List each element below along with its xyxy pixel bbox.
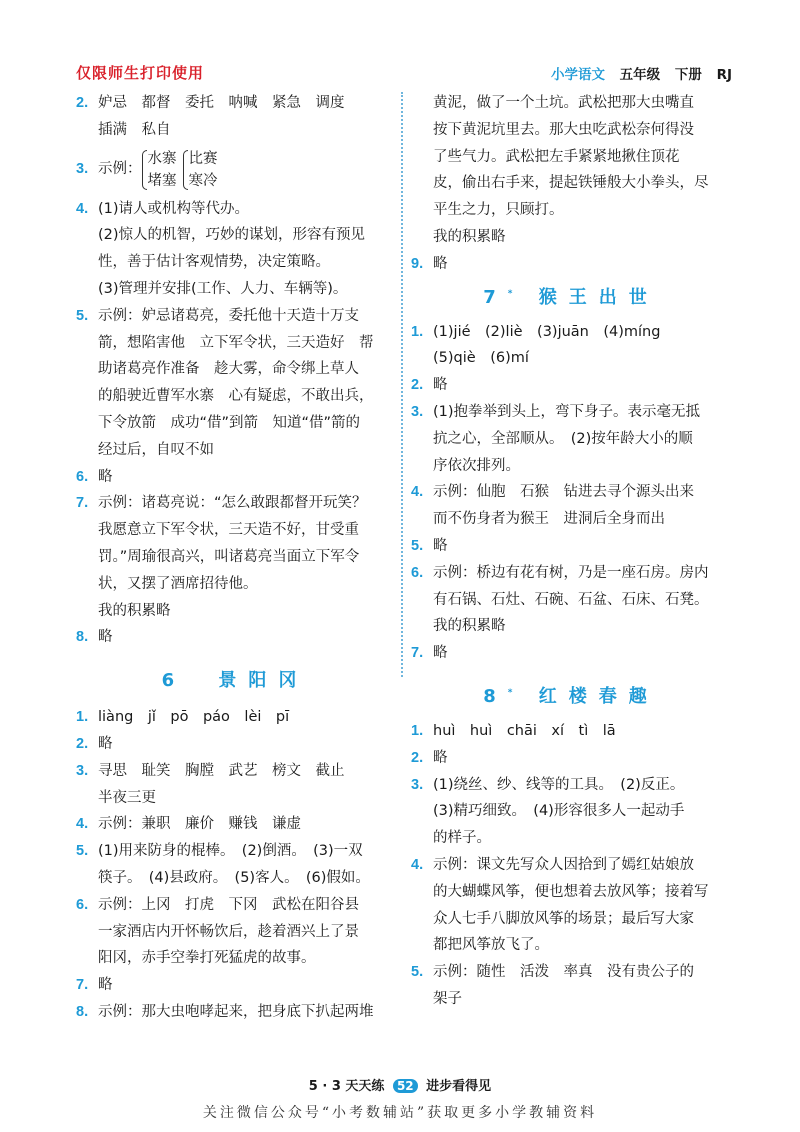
- answer-line: (3)管理并安排(工作、人力、车辆等)。: [98, 280, 348, 297]
- left-column: [76, 90, 394, 1026]
- answer-item: [411, 718, 731, 745]
- answer-line: 筷子。 (4)县政府。 (5)客人。 (6)假如。: [98, 869, 370, 886]
- answer-line: (2)惊人的机智，巧妙的谋划，形容有预见: [98, 227, 366, 244]
- question-number: 7.: [76, 977, 89, 994]
- question-number: 5.: [411, 964, 424, 981]
- word: 比赛: [188, 150, 218, 167]
- question-number: 1.: [76, 709, 89, 726]
- answer-line: 一家酒店内开怀畅饮后，趁着酒兴上了景: [98, 923, 359, 940]
- word: 堵塞: [147, 172, 177, 189]
- answer-line: 我愿意立下军令状，三天造不好，甘受重: [98, 522, 359, 539]
- word-stack: [148, 148, 177, 192]
- example-prefix: 示例：: [98, 161, 142, 178]
- question-number: 4.: [411, 856, 424, 873]
- term-label: 下册: [674, 67, 702, 83]
- answer-item: [411, 319, 731, 346]
- answer-line: 半夜三更: [98, 789, 156, 806]
- answer-line: 插满 私自: [98, 121, 171, 138]
- answer-item: [76, 704, 394, 731]
- question-number: 5.: [411, 537, 424, 554]
- answer-line: 序依次排列。: [433, 457, 520, 474]
- question-number: 5.: [76, 843, 89, 860]
- section-8-star: *: [507, 687, 513, 698]
- answer-text: 示例：那大虫咆哮起来，把身底下扒起两堆: [98, 1003, 374, 1020]
- question-number: 3.: [411, 776, 424, 793]
- answer-item: [411, 533, 731, 560]
- answer-text: 妒忌 都督 委托 呐喊 紧急 调度: [98, 95, 345, 111]
- answer-line: 有石锅、石灶、石碗、石盆、石床、石凳。: [433, 591, 709, 608]
- answer-item: [76, 758, 394, 785]
- answer-line: 按下黄泥坑里去。那大虫吃武松奈何得没: [433, 121, 694, 138]
- question-number: 7.: [411, 645, 424, 662]
- answer-line: 皮，偷出右手来，提起铁锤般大小拳头，尽: [433, 175, 709, 192]
- answer-text: 示例：随性 活泼 率真 没有贵公子的: [433, 964, 694, 981]
- lesson5-answers: [76, 90, 394, 651]
- answer-item: [76, 90, 394, 117]
- answer-line: 平生之力，只顾打。: [433, 202, 564, 219]
- word-stack: [189, 148, 218, 192]
- answer-item: [76, 490, 394, 517]
- answer-text: 示例：仙胞 石猴 钻进去寻个源头出来: [433, 484, 694, 501]
- answer-line: 我的积累略: [98, 602, 171, 619]
- answer-text: (1)用来防身的棍棒。 (2)倒酒。 (3)一双: [98, 843, 363, 860]
- word: 寒冷: [188, 172, 218, 189]
- answer-text: 略: [98, 629, 113, 646]
- answer-line: 了些气力。武松把左手紧紧地揪住顶花: [433, 148, 680, 165]
- usage-notice: 仅限师生打印使用: [76, 64, 205, 82]
- section-6-number: 6: [161, 670, 187, 692]
- answer-item: [411, 479, 731, 506]
- answer-text: (1)请人或机构等代办。: [98, 200, 250, 217]
- answer-text: [98, 148, 394, 192]
- question-number: 6.: [76, 896, 89, 913]
- bottom-note: 关注微信公众号“小考数辅站”获取更多小学教辅资料: [202, 1105, 598, 1121]
- question-number: 8.: [76, 1003, 89, 1020]
- answer-line: 众人七手八脚放风筝的场景；最后写大家: [433, 910, 694, 927]
- answer-line: 抗之心，全部顺从。 (2)按年龄大小的顺: [433, 430, 693, 447]
- section-8-heading: [411, 682, 731, 708]
- answer-item: [76, 144, 394, 196]
- column-divider: [401, 92, 403, 677]
- answer-item: [411, 251, 731, 278]
- answer-line: 架子: [433, 990, 462, 1007]
- section-7-heading: [411, 283, 731, 309]
- answer-text: 寻思 耻笑 胸膛 武艺 榜文 截止: [98, 762, 345, 779]
- answer-text: 略: [433, 645, 448, 662]
- question-number: 4.: [76, 816, 89, 833]
- answer-line: 性，善于估计客观情势，决定策略。: [98, 254, 330, 271]
- answer-item: [76, 999, 394, 1026]
- answer-text: 示例：妒忌诸葛亮，委托他十天造十万支: [98, 307, 359, 324]
- answer-item: [76, 196, 394, 223]
- answer-text: 略: [98, 735, 113, 752]
- answer-text: 略: [98, 468, 113, 485]
- answer-item: [76, 731, 394, 758]
- answer-line: 我的积累略: [433, 228, 506, 245]
- answer-line: 下令放箭 成功“借”到箭 知道“借”箭的: [98, 414, 361, 431]
- answer-line: 经过后，自叹不如: [98, 441, 214, 458]
- subject-label: 小学语文: [550, 67, 605, 83]
- section-8-number: 8: [483, 685, 508, 707]
- answer-text: 略: [98, 977, 113, 994]
- lesson6-answers-continued: [411, 90, 731, 278]
- question-number: 8.: [76, 629, 89, 646]
- question-number: 1.: [411, 722, 424, 739]
- answer-line: (5)qiè (6)mí: [433, 350, 529, 367]
- question-number: 2.: [411, 377, 424, 394]
- answer-line: 的船驶近曹军水寨 心有疑虑，不敢出兵，: [98, 388, 374, 405]
- answer-item: [411, 959, 731, 986]
- answer-line: 阳冈，赤手空拳打死猛虎的故事。: [98, 950, 316, 967]
- answer-text: huì huì chāi xí tì lā: [433, 722, 616, 739]
- footer-slogan: 进步看得见: [426, 1079, 492, 1094]
- answer-text: 略: [433, 537, 448, 554]
- answer-item: [76, 303, 394, 330]
- edition-label: RJ: [716, 67, 732, 83]
- question-number: 3.: [76, 762, 89, 779]
- question-number: 6.: [411, 564, 424, 581]
- question-number: 1.: [411, 323, 424, 340]
- answer-text: 示例：诸葛亮说：“怎么敢跟都督开玩笑？: [98, 495, 367, 512]
- section-8-title: 红楼春趣: [538, 685, 659, 707]
- answer-text: (1)抱拳举到头上，弯下身子。表示毫无抵: [433, 403, 701, 420]
- page-footer: [0, 1075, 800, 1094]
- answer-item: [411, 772, 731, 799]
- answer-text: 略: [433, 255, 448, 272]
- answer-line: 箭，想陷害他 立下军令状，三天造好 帮: [98, 334, 374, 351]
- answer-text: 略: [433, 749, 448, 766]
- answer-line: 助诸葛亮作准备 趁大雾，命令绑上草人: [98, 361, 359, 378]
- section-6-heading: [76, 666, 394, 692]
- answer-item: [411, 745, 731, 772]
- question-number: 5.: [76, 307, 89, 324]
- grade-label: 五年级: [619, 67, 661, 83]
- word-group-2: [183, 148, 218, 192]
- answer-line: 黄泥，做了一个土坑。武松把那大虫嘴直: [433, 95, 694, 111]
- answer-line: 的样子。: [433, 830, 491, 847]
- answer-text: (1)绕丝、纱、线等的工具。 (2)反正。: [433, 776, 685, 793]
- answer-line: 而不伤身者为猴王 进洞后全身而出: [433, 511, 665, 528]
- question-number: 4.: [411, 484, 424, 501]
- answer-line: 都把风筝放飞了。: [433, 937, 549, 954]
- answer-line: 的大蝴蝶风筝，便也想着去放风筝；接着写: [433, 883, 709, 900]
- lesson7-answers: [411, 319, 731, 667]
- answer-item: [411, 640, 731, 667]
- answer-text: (1)jié (2)liè (3)juān (4)míng: [433, 323, 661, 340]
- footer-brand: 5 · 3 天天练: [308, 1079, 385, 1094]
- answer-item: [411, 399, 731, 426]
- question-number: 2.: [76, 95, 89, 111]
- answer-text: 示例：兼职 廉价 赚钱 谦虚: [98, 816, 301, 833]
- answer-item: [411, 560, 731, 587]
- answer-item: [76, 464, 394, 491]
- question-number: 2.: [411, 749, 424, 766]
- book-info: [551, 63, 732, 83]
- answer-text: 示例：桥边有花有树，乃是一座石房。房内: [433, 564, 709, 581]
- question-number: 6.: [76, 468, 89, 485]
- answer-item: [76, 811, 394, 838]
- section-7-star: *: [507, 288, 513, 299]
- answer-text: liàng jǐ pō páo lèi pī: [98, 709, 290, 726]
- question-number: 4.: [76, 200, 89, 217]
- question-number: 3.: [76, 161, 89, 178]
- section-7-number: 7: [483, 286, 508, 308]
- answer-text: 略: [433, 377, 448, 394]
- answer-text: 示例：课文先写众人因拾到了嫣红姑娘放: [433, 856, 694, 873]
- answer-line: (3)精巧细致。 (4)形容很多人一起动手: [433, 803, 685, 820]
- question-number: 3.: [411, 403, 424, 420]
- answer-item: [411, 852, 731, 879]
- word: 水寨: [147, 150, 177, 167]
- section-7-title: 猴王出世: [538, 286, 659, 308]
- bracket-mark: [183, 150, 188, 190]
- answer-item: [76, 838, 394, 865]
- section-6-title: 景阳冈: [218, 670, 309, 692]
- question-number: 2.: [76, 735, 89, 752]
- lesson6-answers: [76, 704, 394, 1026]
- answer-item: [76, 972, 394, 999]
- answer-line: 罚。”周瑜很高兴，叫诸葛亮当面立下军令: [98, 548, 360, 565]
- answer-item: [76, 892, 394, 919]
- answer-text: 示例：上冈 打虎 下冈 武松在阳谷县: [98, 896, 359, 913]
- right-column: [411, 90, 731, 1013]
- word-group-1: [142, 148, 177, 192]
- answer-item: [76, 624, 394, 651]
- question-number: 9.: [411, 255, 424, 272]
- answer-line: 我的积累略: [433, 618, 506, 635]
- question-number: 7.: [76, 495, 89, 512]
- page-number: 52: [393, 1079, 418, 1093]
- lesson8-answers: [411, 718, 731, 1013]
- answer-line: 状，又摆了酒席招待他。: [98, 575, 258, 592]
- bracket-mark: [142, 150, 147, 190]
- answer-item: [411, 372, 731, 399]
